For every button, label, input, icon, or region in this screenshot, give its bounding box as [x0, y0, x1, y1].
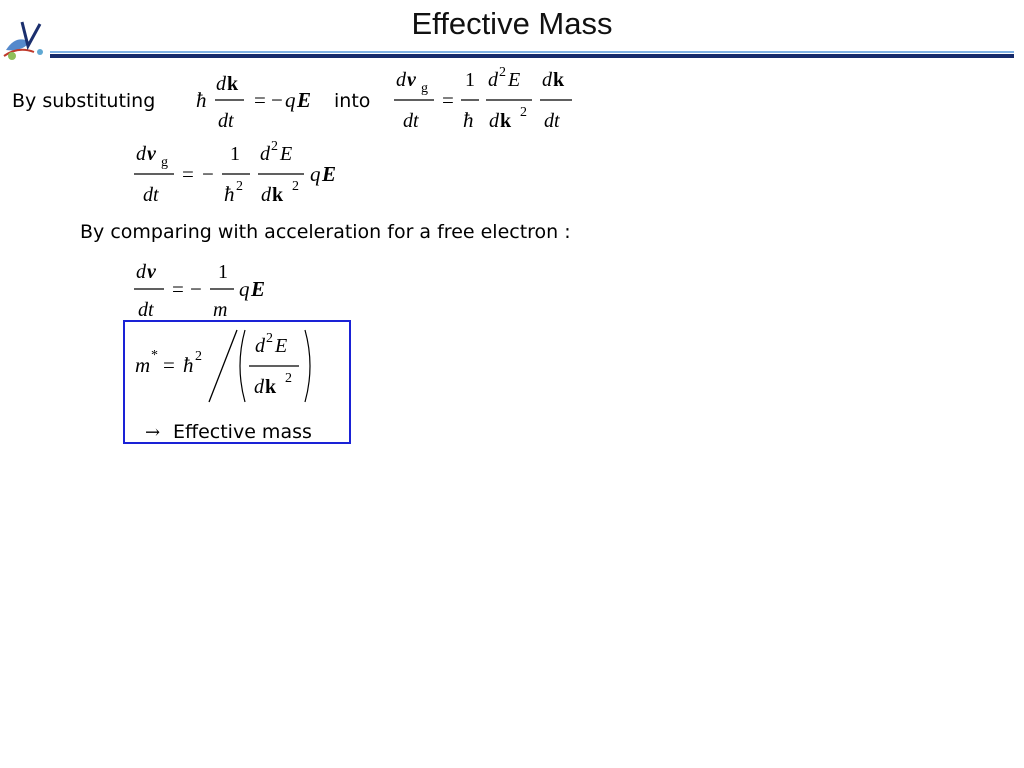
svg-text:=: = [172, 277, 184, 301]
svg-text:ħ: ħ [196, 88, 207, 112]
svg-text:E: E [297, 88, 312, 112]
svg-text:m: m [213, 299, 228, 321]
svg-text:2: 2 [499, 65, 506, 80]
comparison-text: By comparing with acceleration for a free electron : [80, 221, 571, 243]
svg-text:dt: dt [138, 299, 154, 321]
svg-text:v: v [147, 143, 156, 165]
svg-text:k: k [553, 69, 565, 91]
page-title [0, 6, 1024, 42]
svg-text:k: k [500, 110, 512, 132]
svg-text:2: 2 [292, 179, 299, 194]
svg-text:q: q [239, 277, 250, 301]
equation-group-velocity [392, 64, 582, 136]
svg-text:d: d [261, 184, 271, 206]
effective-mass-box [123, 320, 351, 444]
svg-text:*: * [151, 348, 158, 363]
equation-free-electron [132, 256, 282, 322]
svg-text:v: v [407, 69, 416, 91]
page-title-text: Effective Mass [411, 6, 613, 41]
svg-text:E: E [280, 143, 293, 165]
svg-text:d: d [489, 110, 499, 132]
svg-text:d: d [260, 143, 270, 165]
svg-text:2: 2 [285, 371, 292, 386]
svg-text:k: k [265, 376, 277, 398]
svg-text:=: = [442, 88, 454, 112]
svg-text:k: k [272, 184, 284, 206]
svg-text:2: 2 [236, 179, 243, 194]
svg-text:1: 1 [218, 261, 228, 283]
svg-text:=: = [163, 353, 175, 377]
svg-text:2: 2 [271, 139, 278, 154]
svg-text:ħ: ħ [463, 108, 474, 132]
svg-text:dt: dt [143, 184, 159, 206]
svg-text:E: E [508, 69, 521, 91]
equation-hbar-dkdt [196, 68, 326, 134]
title-rule-dark [50, 54, 1014, 58]
equation-effective-mass [133, 324, 323, 408]
svg-text:−: − [202, 162, 214, 186]
svg-text:2: 2 [520, 105, 527, 120]
into-label: into [334, 90, 371, 112]
svg-text:dt: dt [544, 110, 560, 132]
svg-text:g: g [161, 155, 168, 170]
svg-text:d: d [542, 69, 552, 91]
svg-text:=: = [182, 162, 194, 186]
svg-text:d: d [255, 335, 265, 357]
svg-text:ħ: ħ [183, 353, 194, 377]
substituting-label: By substituting [12, 90, 156, 112]
svg-text:d: d [396, 69, 406, 91]
svg-text:2: 2 [266, 331, 273, 346]
effective-mass-label: Effective mass [173, 421, 312, 443]
svg-text:d: d [136, 143, 146, 165]
svg-text:=: = [254, 88, 266, 112]
svg-text:E: E [322, 162, 337, 186]
svg-text:−: − [271, 88, 283, 112]
svg-text:d: d [254, 376, 264, 398]
svg-text:−: − [190, 277, 202, 301]
svg-text:1: 1 [230, 143, 240, 165]
right-arrow-icon: → [145, 422, 161, 443]
svg-text:m: m [135, 353, 151, 377]
equation-dvg-dt [132, 138, 362, 210]
svg-text:d: d [216, 73, 226, 95]
svg-text:q: q [310, 162, 321, 186]
svg-text:d: d [136, 261, 146, 283]
svg-text:ħ: ħ [224, 182, 235, 206]
svg-text:dt: dt [218, 110, 234, 132]
svg-text:dt: dt [403, 110, 419, 132]
svg-text:2: 2 [195, 349, 202, 364]
svg-text:d: d [488, 69, 498, 91]
title-rule-light [50, 51, 1014, 53]
svg-text:v: v [147, 261, 156, 283]
svg-text:E: E [275, 335, 288, 357]
svg-text:1: 1 [465, 69, 475, 91]
svg-text:q: q [285, 88, 296, 112]
svg-text:E: E [251, 277, 266, 301]
svg-text:k: k [227, 73, 239, 95]
svg-text:g: g [421, 81, 428, 96]
